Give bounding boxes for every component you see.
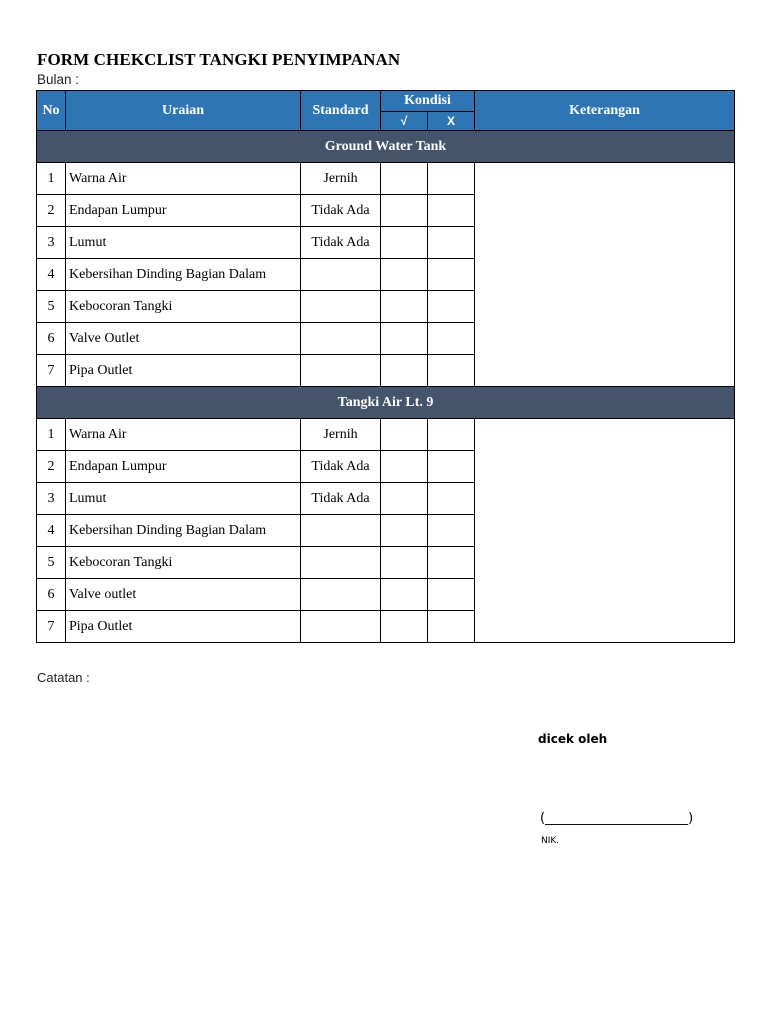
kondisi-check-cell[interactable] [381,163,428,195]
kondisi-cross-cell[interactable] [428,355,475,387]
kondisi-cross-cell[interactable] [428,547,475,579]
row-uraian: Endapan Lumpur [66,195,301,227]
row-number: 6 [37,323,66,355]
row-uraian: Valve Outlet [66,323,301,355]
kondisi-cross-cell[interactable] [428,291,475,323]
checklist-body [37,131,735,643]
header-no: No [37,91,66,131]
header-cross: X [428,112,475,131]
row-number: 2 [37,451,66,483]
row-standard: Tidak Ada [301,483,381,515]
kondisi-cross-cell[interactable] [428,451,475,483]
kondisi-check-cell[interactable] [381,355,428,387]
checklist-table [36,90,735,643]
row-uraian: Kebocoran Tangki [66,291,301,323]
month-label: Bulan : [37,72,80,87]
row-number: 5 [37,291,66,323]
row-uraian: Kebocoran Tangki [66,547,301,579]
row-number: 7 [37,355,66,387]
kondisi-check-cell[interactable] [381,419,428,451]
row-number: 1 [37,163,66,195]
row-number: 1 [37,419,66,451]
kondisi-cross-cell[interactable] [428,611,475,643]
row-standard: Jernih [301,419,381,451]
kondisi-cross-cell[interactable] [428,195,475,227]
row-number: 6 [37,579,66,611]
row-standard [301,355,381,387]
kondisi-cross-cell[interactable] [428,483,475,515]
signature-line: (______________________) [540,811,694,826]
row-uraian: Valve outlet [66,579,301,611]
row-standard [301,611,381,643]
row-number: 4 [37,515,66,547]
header-check: √ [381,112,428,131]
row-uraian: Kebersihan Dinding Bagian Dalam [66,515,301,547]
kondisi-check-cell[interactable] [381,483,428,515]
row-uraian: Kebersihan Dinding Bagian Dalam [66,259,301,291]
row-standard [301,547,381,579]
row-standard [301,291,381,323]
row-uraian: Warna Air [66,163,301,195]
form-title: FORM CHEKCLIST TANGKI PENYIMPANAN [37,50,401,69]
row-standard [301,259,381,291]
row-number: 5 [37,547,66,579]
row-number: 2 [37,195,66,227]
row-standard: Tidak Ada [301,451,381,483]
section-title: Tangki Air Lt. 9 [37,387,735,419]
kondisi-check-cell[interactable] [381,323,428,355]
row-uraian: Endapan Lumpur [66,451,301,483]
kondisi-cross-cell[interactable] [428,259,475,291]
notes-label: Catatan : [37,670,90,685]
row-uraian: Warna Air [66,419,301,451]
row-standard: Jernih [301,163,381,195]
row-number: 3 [37,227,66,259]
kondisi-check-cell[interactable] [381,579,428,611]
header-kondisi: Kondisi [381,91,475,112]
row-uraian: Lumut [66,483,301,515]
row-number: 4 [37,259,66,291]
row-uraian: Lumut [66,227,301,259]
section-header-row [37,131,735,163]
checked-by-label: dicek oleh [538,732,608,746]
kondisi-check-cell[interactable] [381,547,428,579]
table-row [37,419,735,451]
section-header-row [37,387,735,419]
kondisi-check-cell[interactable] [381,611,428,643]
row-uraian: Pipa Outlet [66,355,301,387]
kondisi-check-cell[interactable] [381,227,428,259]
row-standard: Tidak Ada [301,195,381,227]
kondisi-cross-cell[interactable] [428,323,475,355]
section-title: Ground Water Tank [37,131,735,163]
header-standard: Standard [301,91,381,131]
table-row [37,163,735,195]
kondisi-check-cell[interactable] [381,291,428,323]
kondisi-cross-cell[interactable] [428,579,475,611]
header-uraian: Uraian [66,91,301,131]
kondisi-cross-cell[interactable] [428,163,475,195]
row-standard: Tidak Ada [301,227,381,259]
row-standard [301,515,381,547]
header-keterangan: Keterangan [475,91,735,131]
kondisi-cross-cell[interactable] [428,419,475,451]
kondisi-check-cell[interactable] [381,515,428,547]
kondisi-cross-cell[interactable] [428,515,475,547]
row-number: 3 [37,483,66,515]
row-number: 7 [37,611,66,643]
keterangan-cell[interactable] [475,419,735,643]
kondisi-cross-cell[interactable] [428,227,475,259]
row-standard [301,579,381,611]
kondisi-check-cell[interactable] [381,451,428,483]
kondisi-check-cell[interactable] [381,259,428,291]
nik-label: NIK. [541,836,560,846]
row-standard [301,323,381,355]
keterangan-cell[interactable] [475,163,735,387]
row-uraian: Pipa Outlet [66,611,301,643]
kondisi-check-cell[interactable] [381,195,428,227]
